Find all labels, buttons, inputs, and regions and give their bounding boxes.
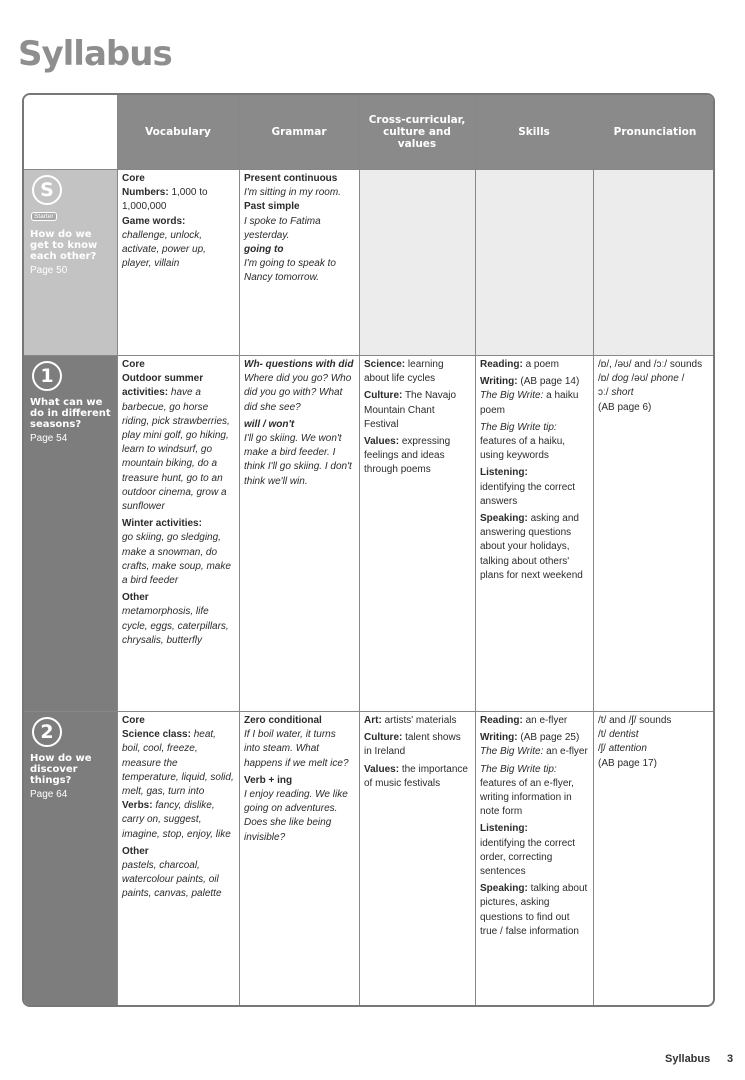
cross-text: The Navajo Mountain Chant Festival <box>364 390 457 430</box>
pron-symbol: /əʊ/ <box>631 373 649 385</box>
header-grammar: Grammar <box>271 126 327 138</box>
cross-text: learning about life cycles <box>364 359 444 385</box>
unit2-question: How do we discover things? <box>30 753 92 786</box>
grid-vline <box>593 95 594 1005</box>
grammar-label: Zero conditional <box>244 715 322 726</box>
starter-grammar-cell <box>239 169 359 289</box>
pron-symbol: /ʃ/ <box>598 743 606 755</box>
unit2-page: Page 64 <box>30 789 68 800</box>
vocab-topic-label: Numbers: <box>122 187 169 199</box>
pron-symbol: /ɒ/ <box>598 373 610 385</box>
core-label: Core <box>122 359 145 370</box>
unit1-vocabulary-cell <box>117 355 239 651</box>
cross-label: Culture: <box>364 390 403 402</box>
cross-label: Science: <box>364 359 406 370</box>
skill-tip-label: The Big Write tip: <box>480 763 557 775</box>
skill-label: Listening: <box>480 823 528 835</box>
cross-text: expressing feelings and ideas through poems <box>364 436 451 476</box>
vocab-topic-text: challenge, unlock, activate, power up, player, villain <box>122 229 206 270</box>
vocab-topic-label: Game words: <box>122 215 186 227</box>
skill-text: a haiku poem <box>480 390 579 416</box>
unit2-grammar-cell <box>239 711 359 848</box>
vocab-topic-text: fancy, dislike, carry on, suggest, imagine, stop, enjoy, like <box>122 800 231 840</box>
vocab-other-label: Other <box>122 592 149 604</box>
grammar-label: will / won't <box>244 418 295 430</box>
unit1-cross-curricular-cell <box>359 355 475 481</box>
skill-text: The Big Write: <box>480 746 544 758</box>
vocab-topic-text: 1,000 to 1,000,000 <box>122 187 208 213</box>
cross-label: Culture: <box>364 732 403 744</box>
skill-text: The Big Write: <box>480 390 544 402</box>
skill-text: features of an e-flyer, writing information in note form <box>480 777 574 818</box>
cross-text: the importance of music festivals <box>364 763 468 789</box>
grammar-example: If I boil water, it turns into steam. What happens if we melt ice? <box>244 729 349 769</box>
skill-text: an e-flyer <box>546 746 588 758</box>
header-cross-curricular: Cross-curricular, culture and values <box>368 114 466 150</box>
vocab-topic-label: Winter activities: <box>122 518 202 530</box>
grid-vline <box>359 95 360 1005</box>
unit2-cross-curricular-cell <box>359 711 475 794</box>
pron-text: /ɒ/, /əʊ/ and /ɔː/ sounds <box>598 359 703 370</box>
grammar-label: going to <box>244 244 284 256</box>
skill-label: Reading: <box>480 715 523 726</box>
vocab-other-label: Other <box>122 845 149 857</box>
pron-word: attention <box>608 743 647 755</box>
header-vocabulary: Vocabulary <box>145 126 211 138</box>
skill-label: Speaking: <box>480 883 528 895</box>
vocab-topic-text: heat, boil, cool, freeze, measure the temperature, liquid, solid, melt, gas, turn into <box>122 729 234 798</box>
unit1-page: Page 54 <box>30 433 68 444</box>
pron-symbol: ɔː/ <box>598 387 609 399</box>
pron-word: phone <box>650 373 679 385</box>
grammar-example: I'll go skiing. We won't make a bird feeder. I think I'll go skiing. I don't think we'll win. <box>244 433 352 487</box>
grammar-example: I'm going to speak to Nancy tomorrow. <box>244 258 336 284</box>
skill-label: Speaking: <box>480 513 528 525</box>
skill-label: Writing: <box>480 732 518 744</box>
skill-text: (AB page 14) <box>520 376 580 388</box>
grammar-example: Where did you go? Who did you go with? What did she see? <box>244 373 352 413</box>
unit1-badge: 1 <box>32 361 62 391</box>
skill-text: identifying the correct order, correcting sentences <box>480 837 576 878</box>
vocab-topic-label: Outdoor summer activities: <box>122 373 204 399</box>
core-label: Core <box>122 715 145 726</box>
skill-tip-label: The Big Write tip: <box>480 421 557 433</box>
page-title: Syllabus <box>18 34 172 74</box>
page-number: 3 <box>727 1053 734 1065</box>
unit2-vocabulary-cell <box>117 711 239 905</box>
pron-text: (AB page 6) <box>598 401 652 413</box>
vocab-topic-text: have a barbecue, go horse riding, pick strawberries, play mini golf, go hiking, learn to windsurf, go mountain biking, do a treasure hunt, go to an outdoor cinema, grow a sunflower <box>122 387 230 513</box>
grammar-label: Past simple <box>244 201 300 213</box>
skill-text: (AB page 25) <box>520 732 580 744</box>
unit1-sidebar <box>24 355 117 711</box>
unit2-pronunciation-cell <box>593 711 715 774</box>
header-pronunciation: Pronunciation <box>613 126 697 138</box>
pron-symbol: / <box>681 373 685 385</box>
vocab-topic-text: go skiing, go sledging, make a snowman, do crafts, make soup, make a bird feeder <box>122 532 231 587</box>
starter-sidebar <box>24 169 117 355</box>
cross-label: Art: <box>364 715 382 726</box>
cross-label: Values: <box>364 436 400 448</box>
pron-symbol: /t/ <box>598 729 607 741</box>
cross-label: Values: <box>364 763 400 775</box>
unit2-skills-cell <box>475 711 593 942</box>
unit1-pronunciation-cell <box>593 355 715 418</box>
skill-text: identifying the correct answers <box>480 481 576 507</box>
skill-text: a poem <box>525 359 559 370</box>
vocab-topic-text: metamorphosis, life cycle, eggs, caterpillars, chrysalis, butterfly <box>122 606 229 646</box>
header-skills: Skills <box>518 126 550 138</box>
starter-question: How do we get to know each other? <box>30 229 98 262</box>
footer-label: Syllabus <box>665 1053 711 1065</box>
starter-badge: S <box>32 175 62 205</box>
grammar-label: Wh- questions with did <box>244 359 354 370</box>
pron-word: dentist <box>609 729 639 741</box>
skill-label: Writing: <box>480 376 518 388</box>
pron-word: short <box>611 387 634 399</box>
starter-vocabulary-cell <box>117 169 239 274</box>
cross-text: talent shows in Ireland <box>364 732 461 758</box>
unit2-badge: 2 <box>32 717 62 747</box>
pron-text: (AB page 17) <box>598 757 657 769</box>
vocab-topic-label: Science class: <box>122 729 191 741</box>
unit2-sidebar <box>24 711 117 1007</box>
skill-text: talking about pictures, asking questions to find out true / false information <box>480 883 588 937</box>
vocab-topic-text: pastels, charcoal, watercolour paints, oil paints, canvas, palette <box>122 860 222 900</box>
starter-page: Page 50 <box>30 265 68 276</box>
skill-label: Reading: <box>480 359 523 370</box>
pron-text: /t/ and /ʃ/ sounds <box>598 715 672 726</box>
grammar-label: Present continuous <box>244 173 338 184</box>
pron-word: dog <box>611 373 629 385</box>
grammar-example: I'm sitting in my room. <box>244 187 341 199</box>
unit1-grammar-cell <box>239 355 359 492</box>
vocab-topic-label: Verbs: <box>122 800 153 812</box>
cross-text: artists' materials <box>384 715 457 726</box>
header-corner <box>24 95 117 169</box>
skill-text: asking and answering questions about your holidays, talking about others' plans for next weekend <box>480 513 583 581</box>
unit1-question: What can we do in different seasons? <box>30 397 111 430</box>
starter-badge-tag: Starter <box>31 212 57 221</box>
unit1-skills-cell <box>475 355 593 586</box>
grammar-example: I enjoy reading. We like going on adventures. Does she like being invisible? <box>244 789 348 843</box>
skill-text: an e-flyer <box>525 715 568 726</box>
skill-text: features of a haiku, using keywords <box>480 436 566 462</box>
core-label: Core <box>122 173 145 184</box>
grammar-example: I spoke to Fatima yesterday. <box>244 215 321 241</box>
grammar-label: Verb + ing <box>244 774 293 786</box>
starter-empty-shade <box>359 169 715 355</box>
syllabus-table <box>22 93 715 1007</box>
skill-label: Listening: <box>480 467 528 479</box>
